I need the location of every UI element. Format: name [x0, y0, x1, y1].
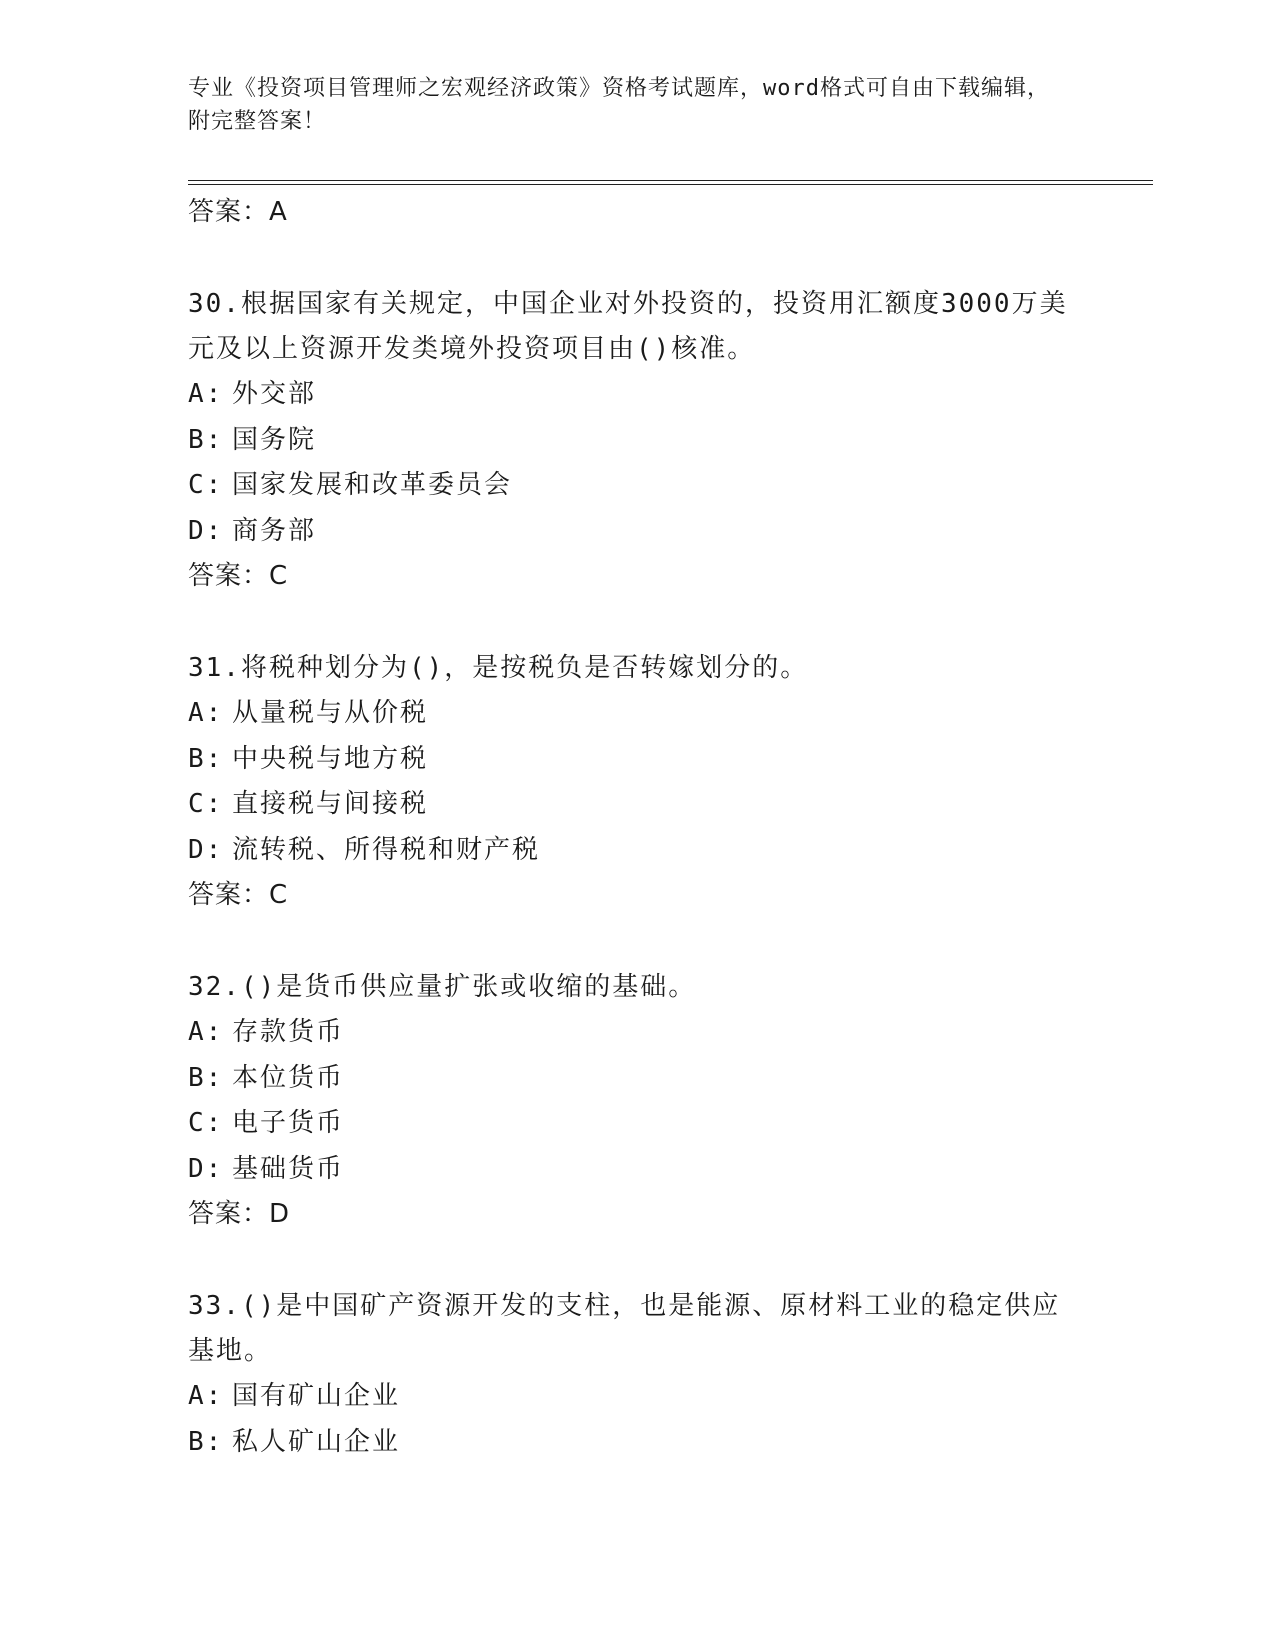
- question-block: [188, 1284, 1088, 1465]
- document-header-intro: 专业《投资项目管理师之宏观经济政策》资格考试题库，word格式可自由下载编辑，附完整答案！: [188, 76, 1050, 134]
- spacer: [188, 598, 1088, 646]
- option-text: 直接税与间接税: [232, 789, 429, 819]
- option-c: [188, 782, 1088, 828]
- header-divider-top: [188, 180, 1153, 181]
- option-b: [188, 1056, 1088, 1102]
- option-key: D:: [188, 515, 224, 546]
- document-body: [188, 190, 1088, 1465]
- option-text: 外交部: [232, 379, 317, 409]
- question-block: [188, 965, 1088, 1236]
- option-c: [188, 463, 1088, 509]
- option-text: 国务院: [232, 424, 317, 455]
- option-a: [188, 372, 1088, 418]
- option-key: A:: [188, 1017, 224, 1047]
- answer-line: 答案：C: [188, 561, 289, 591]
- question-block: [188, 282, 1088, 598]
- question-block: [188, 646, 1088, 917]
- option-text: 中央税与地方税: [232, 743, 429, 774]
- spacer: [188, 234, 1088, 282]
- option-key: C:: [188, 1108, 224, 1138]
- option-text: 电子货币: [232, 1108, 345, 1138]
- option-key: B:: [188, 1062, 224, 1093]
- option-b: [188, 418, 1088, 464]
- option-d: [188, 828, 1088, 874]
- option-a: [188, 691, 1088, 737]
- option-text: 基础货币: [232, 1153, 345, 1184]
- option-key: A:: [188, 698, 224, 728]
- option-text: 从量税与从价税: [232, 698, 429, 728]
- option-key: B:: [188, 743, 224, 774]
- option-b: [188, 1420, 1088, 1466]
- option-key: C:: [188, 789, 224, 819]
- option-text: 商务部: [232, 515, 317, 546]
- answer-line: 答案：C: [188, 880, 289, 910]
- question-stem: 30.根据国家有关规定，中国企业对外投资的，投资用汇额度3000万美元及以上资源开发类境外投资项目由()核准。: [188, 289, 1068, 364]
- option-c: [188, 1101, 1088, 1147]
- header-divider-bottom: [188, 184, 1153, 185]
- option-text: 私人矿山企业: [232, 1426, 401, 1457]
- option-text: 流转税、所得税和财产税: [232, 834, 541, 865]
- option-b: [188, 737, 1088, 783]
- option-d: [188, 1147, 1088, 1193]
- option-text: 存款货币: [232, 1017, 345, 1047]
- option-key: B:: [188, 1426, 224, 1457]
- option-key: D:: [188, 1153, 224, 1184]
- option-text: 本位货币: [232, 1062, 345, 1093]
- question-stem: 33.()是中国矿产资源开发的支柱，也是能源、原材料工业的稳定供应基地。: [188, 1291, 1061, 1366]
- option-text: 国有矿山企业: [232, 1381, 401, 1411]
- option-key: C:: [188, 470, 224, 500]
- answer-line: 答案：A: [188, 197, 288, 227]
- option-a: [188, 1374, 1088, 1420]
- option-key: A:: [188, 1381, 224, 1411]
- option-d: [188, 509, 1088, 555]
- option-a: [188, 1010, 1088, 1056]
- question-stem: 31.将税种划分为()，是按税负是否转嫁划分的。: [188, 653, 809, 683]
- answer-line: 答案：D: [188, 1199, 291, 1229]
- option-key: D:: [188, 834, 224, 865]
- option-key: B:: [188, 424, 224, 455]
- spacer: [188, 917, 1088, 965]
- spacer: [188, 1236, 1088, 1284]
- option-key: A:: [188, 379, 224, 409]
- question-stem: 32.()是货币供应量扩张或收缩的基础。: [188, 972, 697, 1002]
- option-text: 国家发展和改革委员会: [232, 470, 513, 500]
